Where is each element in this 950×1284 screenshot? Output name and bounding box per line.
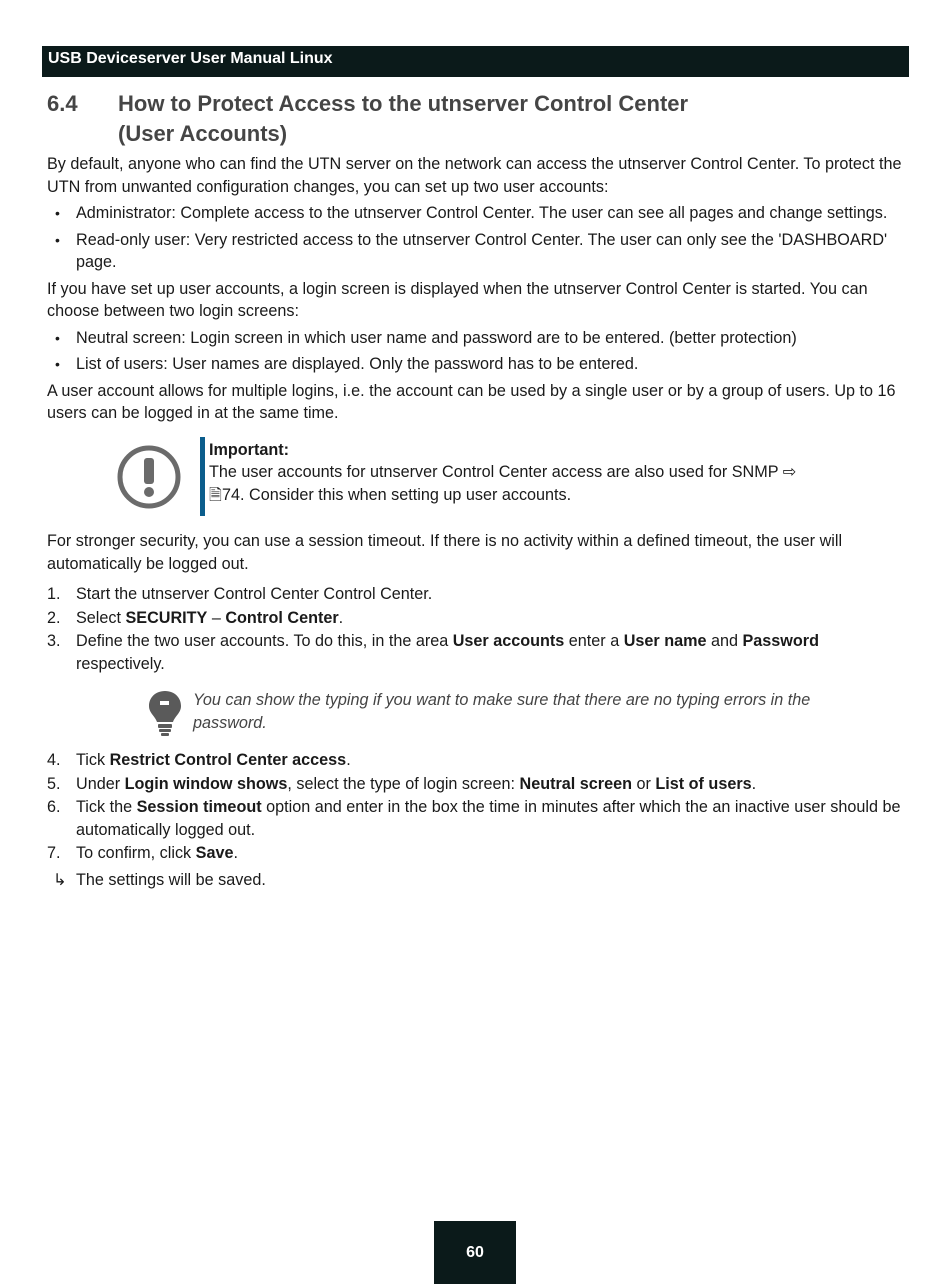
step-text: , select the type of login screen: [287,774,520,793]
tip-text: You can show the typing if you want to make sure that there are no typing errors in the password. [193,691,811,732]
section-title [118,89,907,149]
multi-login-paragraph: A user account allows for multiple logins, i.e. the account can be used by a single user or by a group of users. Up to 16 users can be logged in at the same time. [47,381,896,422]
step-text: . [751,774,757,793]
result-line [47,869,907,892]
ui-term: Neutral screen [519,774,632,793]
page-number: 60 [466,1243,484,1261]
important-title: Important: [209,440,290,459]
result-text: The settings will be saved. [76,870,266,889]
ui-term: User accounts [452,632,565,650]
bullet-icon: • [55,356,60,372]
step-text: Under [76,774,125,793]
step-text: Define the two user accounts. To do this, in the area [76,632,453,650]
important-text-a: The user accounts for utnserver Control Center access are also used for SNMP [209,463,783,481]
important-accent-bar [200,437,205,517]
ui-term: Password [742,632,819,650]
step-text: respectively. [76,654,165,673]
exclamation-icon [117,445,181,509]
step-text: option and enter in the box the time in minutes after which the an inactive user should be automatically logged out. [76,798,901,839]
account-type-admin: Administrator: Complete access to the utnserver Control Center. The user can see all pages and change settings. [76,204,888,222]
step-text: Select [76,608,126,627]
section-title-line-2: (User Accounts) [118,121,288,146]
step-item [47,773,907,796]
section-title-line-1: How to Protect Access to the utnserver Control Center [118,91,689,116]
step-text: – [207,608,226,627]
step-item [47,607,907,630]
page-reference-icon: 🗎 [209,485,223,504]
page-number-box [434,1221,516,1284]
step-text: Tick [76,751,110,769]
step-text: Start the utnserver Control Center Control Center. [76,585,433,603]
ui-term: SECURITY [125,608,208,627]
ui-term: User name [623,632,707,650]
step-text: enter a [564,632,624,650]
bullet-icon: • [55,329,60,346]
section-number: 6.4 [47,91,78,116]
bullet-icon: • [55,205,60,221]
step-item [47,842,907,865]
list-item [47,353,907,376]
section-heading [47,89,907,149]
ui-term: Save [195,844,234,862]
step-item [47,583,907,606]
tip-note [47,689,907,737]
list-item [47,229,907,274]
step-item [47,749,907,772]
cross-reference-arrow-icon: ⇨ [782,463,797,481]
login-screen-neutral: Neutral screen: Login screen in which user name and password are to be entered. (better protection) [76,328,797,347]
login-screen-list: List of users: User names are displayed. Only the password has to be entered. [76,355,639,373]
step-text: . [338,608,344,627]
ui-term: Login window shows [124,774,288,793]
step-number: 6. [47,798,61,816]
step-text: or [631,774,656,793]
step-text: . [233,844,238,862]
step-item [47,630,907,675]
timeout-intro-paragraph: For stronger security, you can use a session timeout. If there is no activity within a defined timeout, the user will automatically be logged out. [47,532,843,573]
step-text: and [706,632,743,650]
step-number: 4. [47,751,61,769]
important-body [209,437,819,517]
running-header [42,46,909,77]
step-text: Tick the [76,798,137,816]
ui-term: List of users [655,774,752,793]
lightbulb-icon [147,689,183,737]
step-text: . [346,751,351,769]
step-number: 2. [47,608,61,627]
step-number: 7. [47,844,61,862]
steps-list-b [47,749,907,865]
ui-term: Restrict Control Center access [109,751,347,769]
result-arrow-icon: ↳ [53,870,67,889]
step-number: 3. [47,632,61,650]
account-types-list [47,202,907,274]
login-screens-list [47,327,907,376]
step-text: To confirm, click [76,844,196,862]
manual-title: USB Deviceserver User Manual Linux [48,50,333,67]
list-item [47,202,907,225]
important-text [209,461,819,506]
page-content [47,89,907,891]
intro-paragraph: By default, anyone who can find the UTN server on the network can access the utnserver Control Center. To protect the UTN from unwanted configuration changes, you can set up two user accounts: [47,155,902,196]
ui-term: Control Center [225,608,339,627]
account-type-readonly: Read-only user: Very restricted access to the utnserver Control Center. The user can only see the 'DASHBOARD' page. [76,230,888,271]
important-text-b[interactable]: 74. Consider this when setting up user accounts. [222,485,572,504]
bullet-icon: • [55,231,60,248]
ui-term: Session timeout [136,798,262,816]
step-item [47,796,907,841]
step-number: 1. [47,585,61,603]
step-number: 5. [47,774,61,793]
important-note [47,437,907,517]
list-item [47,327,907,350]
steps-list-a [47,583,907,675]
login-intro-paragraph: If you have set up user accounts, a login screen is displayed when the utnserver Control Center is started. You can choose between two login screens: [47,279,868,320]
